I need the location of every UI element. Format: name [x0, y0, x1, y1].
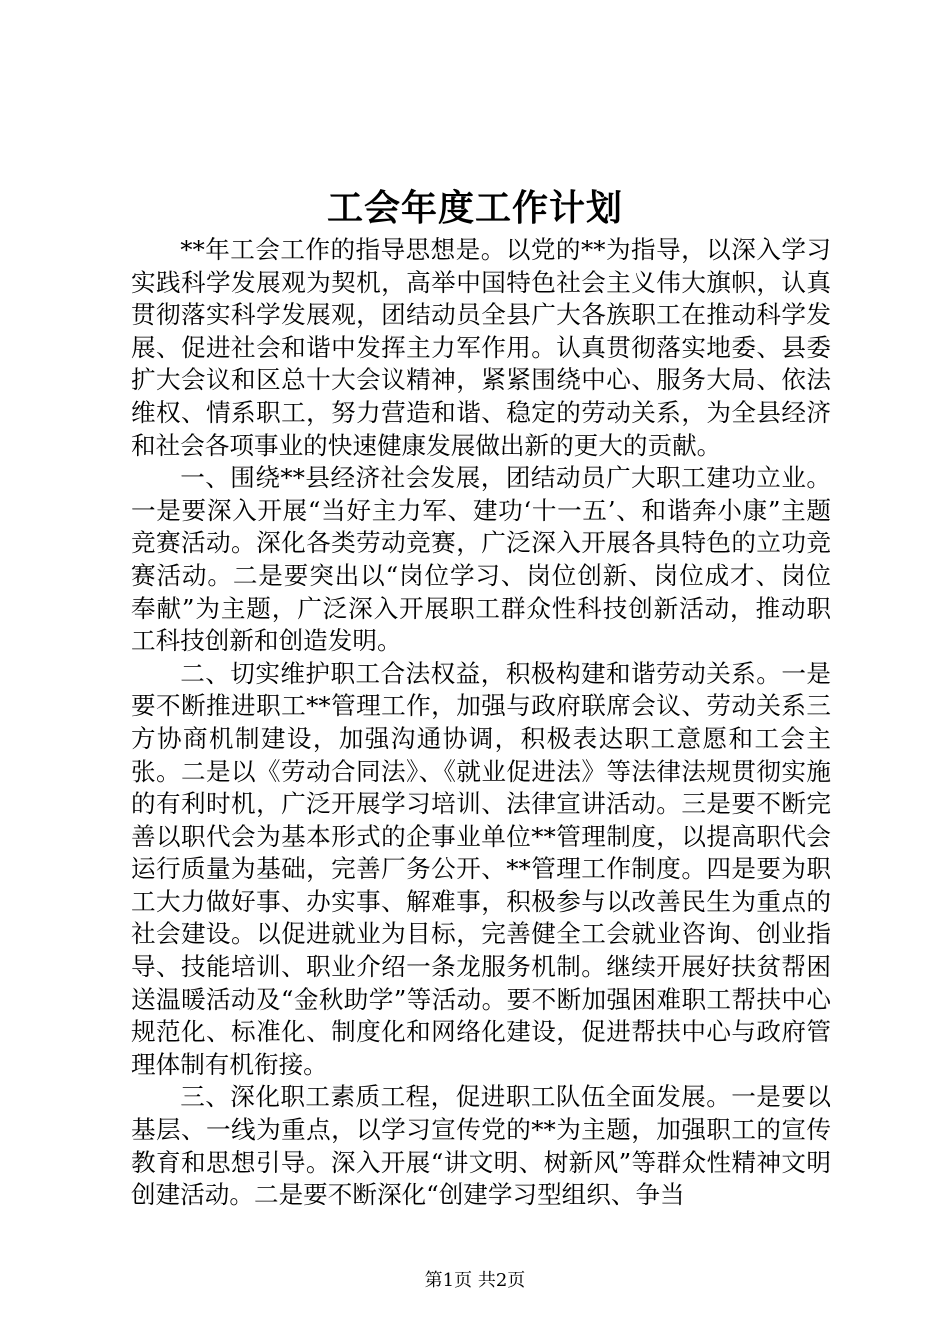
document-body [131, 234, 831, 1212]
paragraph-section-one: 一、围绕**县经济社会发展，团结动员广大职工建功立业。一是要深入开展“当好主力军、建功‘十一五’、和谐奔小康”主题竞赛活动。深化各类劳动竞赛，广泛深入开展各具特色的立功竞赛活动。二是要突出以“岗位学习、岗位创新、岗位成才、岗位奉献”为主题，广泛深入开展职工群众性科技创新活动，推动职工科技创新和创造发明。 [131, 463, 831, 656]
document-title: 工会年度工作计划 [326, 187, 623, 229]
paragraph-guiding-ideology: **年工会工作的指导思想是。以党的**为指导，以深入学习实践科学发展观为契机，高举中国特色社会主义伟大旗帜，认真贯彻落实科学发展观，团结动员全县广大各族职工在推动科学发展、促进社会和谐中发挥主力军作用。认真贯彻落实地委、县委扩大会议和区总十大会议精神，紧紧围绕中心、服务大局、依法维权、情系职工，努力营造和谐、稳定的劳动关系，为全县经济和社会各项事业的快速健康发展做出新的更大的贡献。 [131, 235, 831, 460]
paragraph-section-three: 三、深化职工素质工程，促进职工队伍全面发展。一是要以基层、一线为重点，以学习宣传党的**为主题，加强职工的宣传教育和思想引导。深入开展“讲文明、树新风”等群众性精神文明创建活动。二是要不断深化“创建学习型组织、争当 [131, 1082, 831, 1210]
page-number-footer: 第1页 共2页 [424, 1270, 526, 1291]
paragraph-section-two: 二、切实维护职工合法权益，积极构建和谐劳动关系。一是要不断推进职工**管理工作，加强与政府联席会议、劳动关系三方协商机制建设，加强沟通协调，积极表达职工意愿和工会主张。二是以《劳动合同法》、《就业促进法》等法律法规贯彻实施的有利时机，广泛开展学习培训、法律宣讲活动。三是要不断完善以职代会为基本形式的企事业单位**管理制度，以提高职代会运行质量为基础，完善厂务公开、**管理工作制度。四是要为职工大力做好事、办实事、解难事，积极参与以改善民生为重点的社会建设。以促进就业为目标，完善健全工会就业咨询、创业指导、技能培训、职业介绍一条龙服务机制。继续开展好扶贫帮困送温暖活动及“金秋助学”等活动。要不断加强困难职工帮扶中心规范化、标准化、制度化和网络化建设，促进帮扶中心与政府管理体制有机衔接。 [131, 658, 831, 1079]
